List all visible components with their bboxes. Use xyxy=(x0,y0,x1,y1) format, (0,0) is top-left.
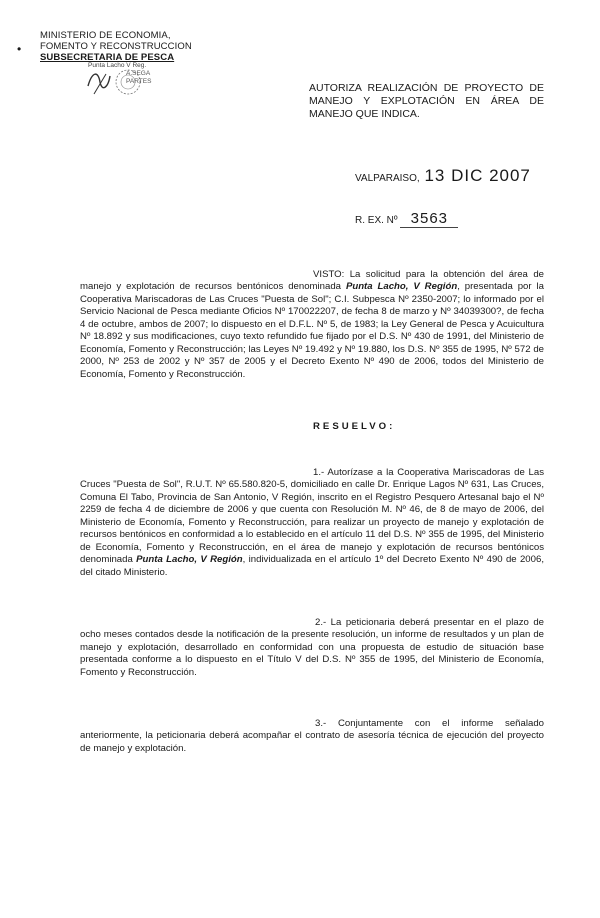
article-1-area-name: Punta Lacho, V Región xyxy=(136,554,243,566)
resolution-value: 3563 xyxy=(410,210,449,227)
resuelvo-heading: RESUELVO: xyxy=(313,421,396,432)
article-2: 2.- La peticionaria deberá presentar en el plazo de ocho meses contados desde la notificación de la presente resolución, un informe de resultados y un plan de manejo y explotación, desarrollado en conformidad con una propuesta de estudio de situación base presentada conforme a lo dispuesto en el Título V del D.S. Nº 355 de 1995, del Ministerio de Economía, Fomento y Reconstrucción. xyxy=(80,617,544,678)
dateline-city: VALPARAISO, xyxy=(355,173,420,184)
margin-mark: • xyxy=(17,42,22,56)
area-name: Punta Lacho, V Región xyxy=(345,281,458,293)
dateline xyxy=(355,166,531,186)
stamp-text: A.SEGA PARTES xyxy=(126,70,152,85)
stamp-header: Punta Lacho V Reg. xyxy=(88,62,147,69)
undersecretary-name: SUBSECRETARIA DE PESCA xyxy=(40,52,175,63)
visto-keyword: VISTO: xyxy=(313,269,345,280)
dateline-date: 13 DIC 2007 xyxy=(424,166,531,185)
resolution-label: R. EX. Nº xyxy=(355,215,398,226)
ministry-name: MINISTERIO DE ECONOMIA, xyxy=(40,30,171,41)
ministry-subname: FOMENTO Y RECONSTRUCCION xyxy=(40,41,192,52)
article-1: 1.- Autorízase a la Cooperativa Mariscadoras de Las Cruces "Puesta de Sol", R.U.T. Nº 65.580.820-5, domiciliado en calle Dr. Enrique Lagos Nº 631, Las Cruces, Comuna El Tabo, Provincia de San Antonio, V Región, inscrito en el Registro Pesquero Artesanal bajo el Nº 2259 de fecha 4 de diciembre de 2006 y que cuenta con Resolución M. Nº 46, de 8 de mayo de 2006, del Ministerio de Economía, Fomento y Reconstrucción, para realizar un proyecto de manejo y explotación de recursos bentónicos en conformidad a lo establecido en el artículo 11 del D.S. Nº 355 de 1995, del Ministerio de Economía, Fomento y Reconstrucción, en el área de manejo y explotación de recursos bentónicos denominada Punta Lacho, V Región, individualizada en el artículo 1º del Decreto Exento Nº 490 de 2006, del citado Ministerio. xyxy=(80,467,544,578)
letterhead xyxy=(40,30,230,63)
resolution-number xyxy=(355,210,458,228)
visto-paragraph: VISTO: La solicitud para la obtención del área de manejo y explotación de recursos bentónicos denominada Punta Lacho, V Región, presentada por la Cooperativa Mariscadoras de Las Cruces "Puesta de Sol"; C.I. Subpesca Nº 2350-2007; lo informado por el Servicio Nacional de Pesca mediante Oficios Nº 170022207, de fecha 8 de marzo y Nº 34039300?, de fecha 4 de octubre, ambos de 2007; lo dispuesto en el D.F.L. Nº 5, de 1983; la Ley General de Pesca y Acuicultura Nº 18.892 y sus modificaciones, cuyo texto refundido fue fijado por el D.S. Nº 430 de 1991, del Ministerio de Economía, Fomento y Reconstrucción; las Leyes Nº 19.492 y Nº 19.880, los D.S. Nº 355 de 1995, Nº 572 de 2000, Nº 253 de 2002 y Nº 357 de 2005 y el Decreto Exento Nº 490 de 2006, todos del Ministerio de Economía, Fomento y Reconstrucción. xyxy=(80,269,544,380)
article-3: 3.- Conjuntamente con el informe señalado anteriormente, la peticionaria deberá acompañar el contrato de asesoría técnica de ejecución del proyecto de manejo y explotación. xyxy=(80,718,544,754)
subject: AUTORIZA REALIZACIÓN DE PROYECTO DE MANEJO Y EXPLOTACIÓN EN ÁREA DE MANEJO QUE INDICA. xyxy=(309,82,544,120)
